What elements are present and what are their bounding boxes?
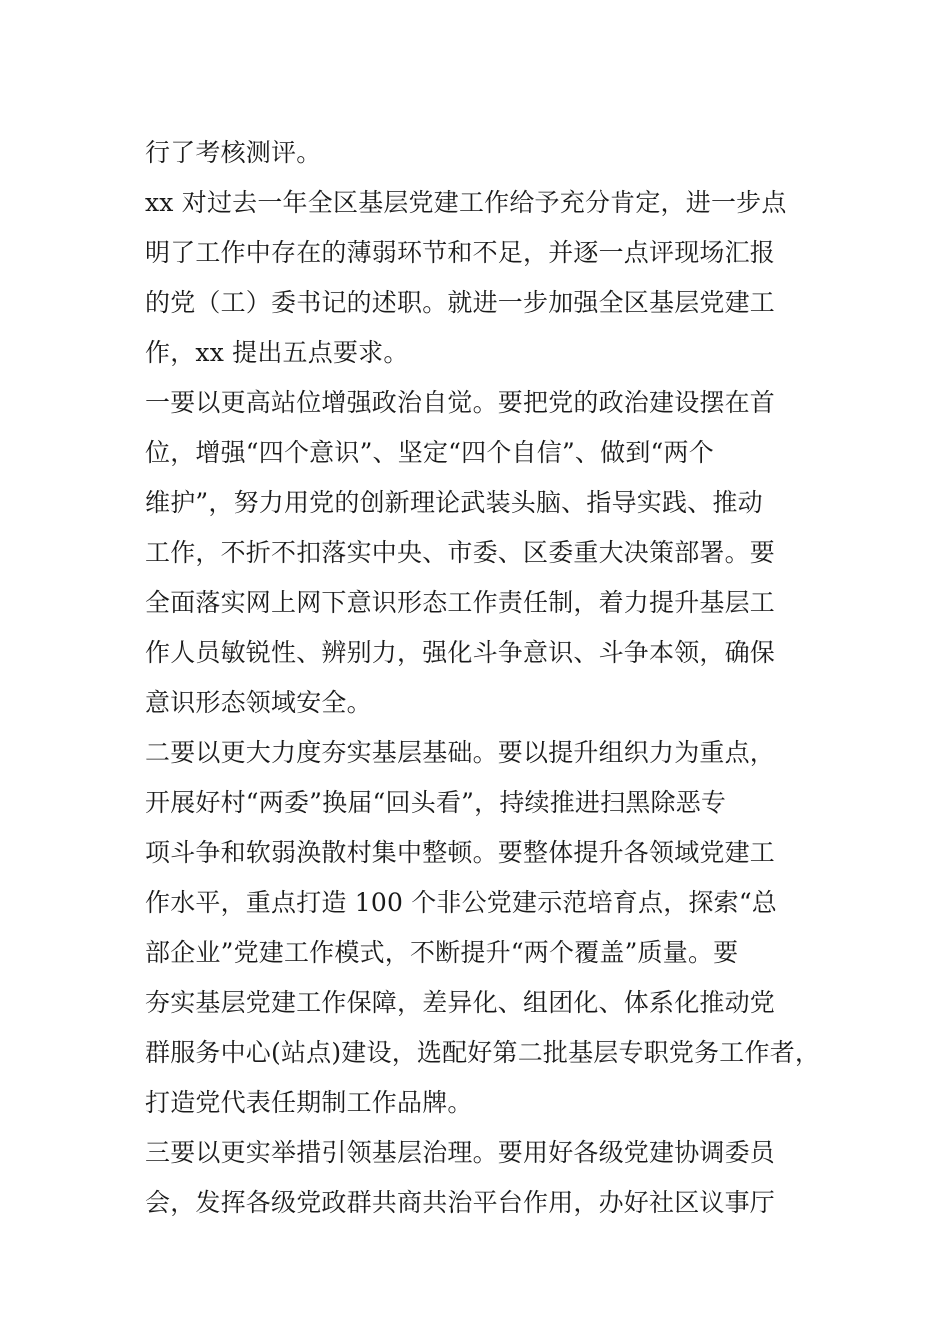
text-line: 作，xx 提出五点要求。 <box>145 338 409 367</box>
text-line: 意识形态领域安全。 <box>145 688 372 717</box>
text-line: 群服务中心(站点)建设，选配好第二批基层专职党务工作者， <box>145 1038 821 1067</box>
text-line: 作人员敏锐性、辨别力，强化斗争意识、斗争本领，确保 <box>145 638 776 667</box>
document-body <box>145 128 835 1228</box>
text-line: 一要以更高站位增强政治自觉。要把党的政治建设摆在首 <box>145 388 776 417</box>
text-line: 部企业”党建工作模式，不断提升“两个覆盖”质量。要 <box>145 938 739 967</box>
text-line: 维护”，努力用党的创新理论武装头脑、指导实践、推动 <box>145 488 763 517</box>
text-line: 打造党代表任期制工作品牌。 <box>145 1088 473 1117</box>
text-line: 明了工作中存在的薄弱环节和不足，并逐一点评现场汇报 <box>145 238 776 267</box>
text-line: 全面落实网上网下意识形态工作责任制，着力提升基层工 <box>145 588 776 617</box>
text-line: 位，增强“四个意识”、坚定“四个自信”、做到“两个 <box>145 438 714 467</box>
text-line: 夯实基层党建工作保障，差异化、组团化、体系化推动党 <box>145 988 776 1017</box>
text-line: 行了考核测评。 <box>145 138 322 167</box>
text-line: 开展好村“两委”换届“回头看”，持续推进扫黑除恶专 <box>145 788 727 817</box>
text-line: 二要以更大力度夯实基层基础。要以提升组织力为重点， <box>145 738 776 767</box>
text-line: 作水平，重点打造 100 个非公党建示范培育点，探索“总 <box>145 888 777 917</box>
text-line: 会，发挥各级党政群共商共治平台作用，办好社区议事厅 <box>145 1188 776 1217</box>
text-line: 项斗争和软弱涣散村集中整顿。要整体提升各领域党建工 <box>145 838 776 867</box>
text-line: xx 对过去一年全区基层党建工作给予充分肯定，进一步点 <box>145 188 787 217</box>
text-line: 的党（工）委书记的述职。就进一步加强全区基层党建工 <box>145 288 776 317</box>
text-line: 三要以更实举措引领基层治理。要用好各级党建协调委员 <box>145 1138 776 1167</box>
text-line: 工作，不折不扣落实中央、市委、区委重大决策部署。要 <box>145 538 776 567</box>
